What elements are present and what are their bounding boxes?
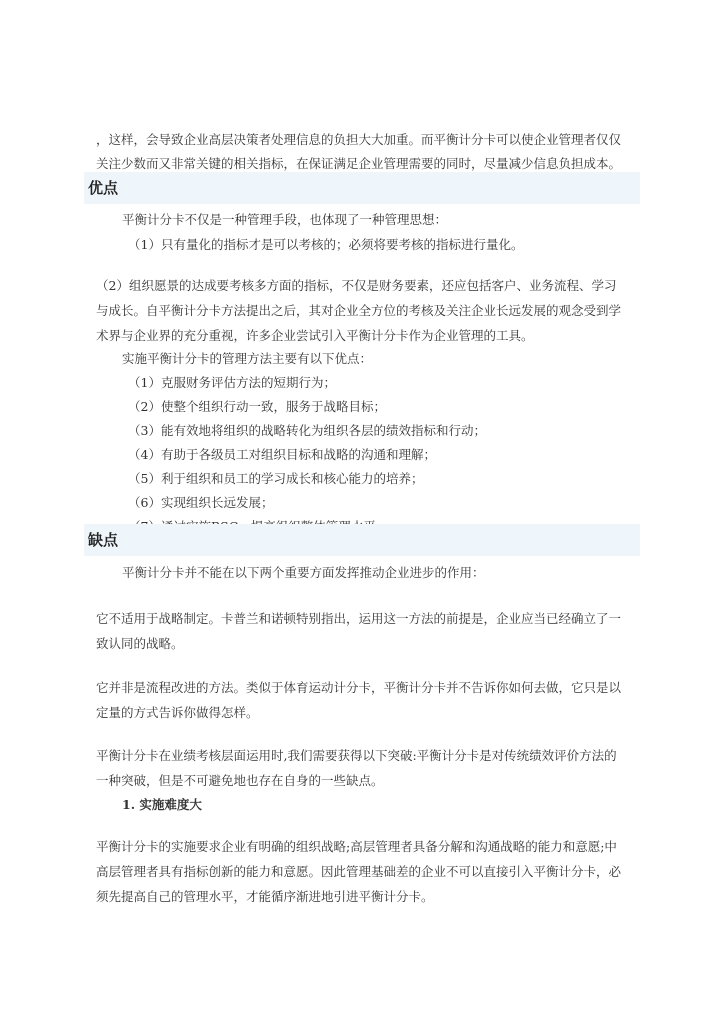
disadvantages-heading: 缺点 <box>84 524 640 556</box>
intro-line-2: 关注少数而又非常关键的相关指标，在保证满足企业管理需要的同时，尽量减少信息负担成本。 <box>96 156 622 171</box>
disadvantages-intro: 平衡计分卡并不能在以下两个重要方面发挥推动企业进步的作用： <box>122 565 485 580</box>
advantage-item: （3）能有效地将组织的战略转化为组织各层的绩效指标和行动； <box>128 423 486 438</box>
disadvantage-1-line-2: 致认同的战略。 <box>96 636 184 651</box>
advantage-item: （6）实现组织长远发展； <box>128 495 274 510</box>
advantages-intro: 平衡计分卡不仅是一种管理手段，也体现了一种管理思想： <box>122 212 448 227</box>
advantages-point-1: （1）只有量化的指标才是可以考核的；必须将要考核的指标进行量化。 <box>128 237 524 252</box>
disadvantage-2-line-1: 它并非是流程改进的方法。类似于体育运动计分卡，平衡计分卡并不告诉你如何去做，它只是以 <box>96 680 622 695</box>
difficulty-line-1: 平衡计分卡的实施要求企业有明确的组织战略;高层管理者具备分解和沟通战略的能力和意愿;中 <box>96 839 617 854</box>
advantages-heading: 优点 <box>84 172 640 204</box>
breakthrough-line-2: 一种突破，但是不可避免地也存在自身的一些缺点。 <box>96 773 384 788</box>
advantage-item: （1）克服财务评估方法的短期行为； <box>128 375 336 390</box>
advantages-point-2-line-3: 术界与企业界的充分重视，许多企业尝试引入平衡计分卡作为企业管理的工具。 <box>96 328 534 343</box>
intro-line-1: ，这样，会导致企业高层决策者处理信息的负担大大加重。而平衡计分卡可以使企业管理者仅仅 <box>96 132 622 147</box>
advantage-item: （2）使整个组织行动一致，服务于战略目标； <box>128 399 386 414</box>
difficulty-line-3: 须先提高自己的管理水平，才能循序渐进地引进平衡计分卡。 <box>96 889 434 904</box>
advantages-point-2-line-1: （2）组织愿景的达成要考核多方面的指标，不仅是财务要素，还应包括客户、业务流程、学习 <box>96 278 617 293</box>
difficulty-line-2: 高层管理者具有指标创新的能力和意愿。因此管理基础差的企业不可以直接引入平衡计分卡，必 <box>96 864 622 879</box>
breakthrough-line-1: 平衡计分卡在业绩考核层面运用时,我们需要获得以下突破:平衡计分卡是对传统绩效评价方法的 <box>96 748 617 763</box>
sub-heading-difficulty: 1. 实施难度大 <box>122 797 202 812</box>
disadvantage-1-line-1: 它不适用于战略制定。卡普兰和诺顿特别指出，运用这一方法的前提是，企业应当已经确立了一 <box>96 611 622 626</box>
advantages-list-intro: 实施平衡计分卡的管理方法主要有以下优点： <box>122 351 373 366</box>
disadvantage-2-line-2: 定量的方式告诉你做得怎样。 <box>96 705 259 720</box>
advantage-item: （4）有助于各级员工对组织目标和战略的沟通和理解； <box>128 447 436 462</box>
advantages-point-2-line-2: 与成长。自平衡计分卡方法提出之后，其对企业全方位的考核及关注企业长远发展的观念受到学 <box>96 303 622 318</box>
advantage-item: （5）利于组织和员工的学习成长和核心能力的培养； <box>128 471 424 486</box>
